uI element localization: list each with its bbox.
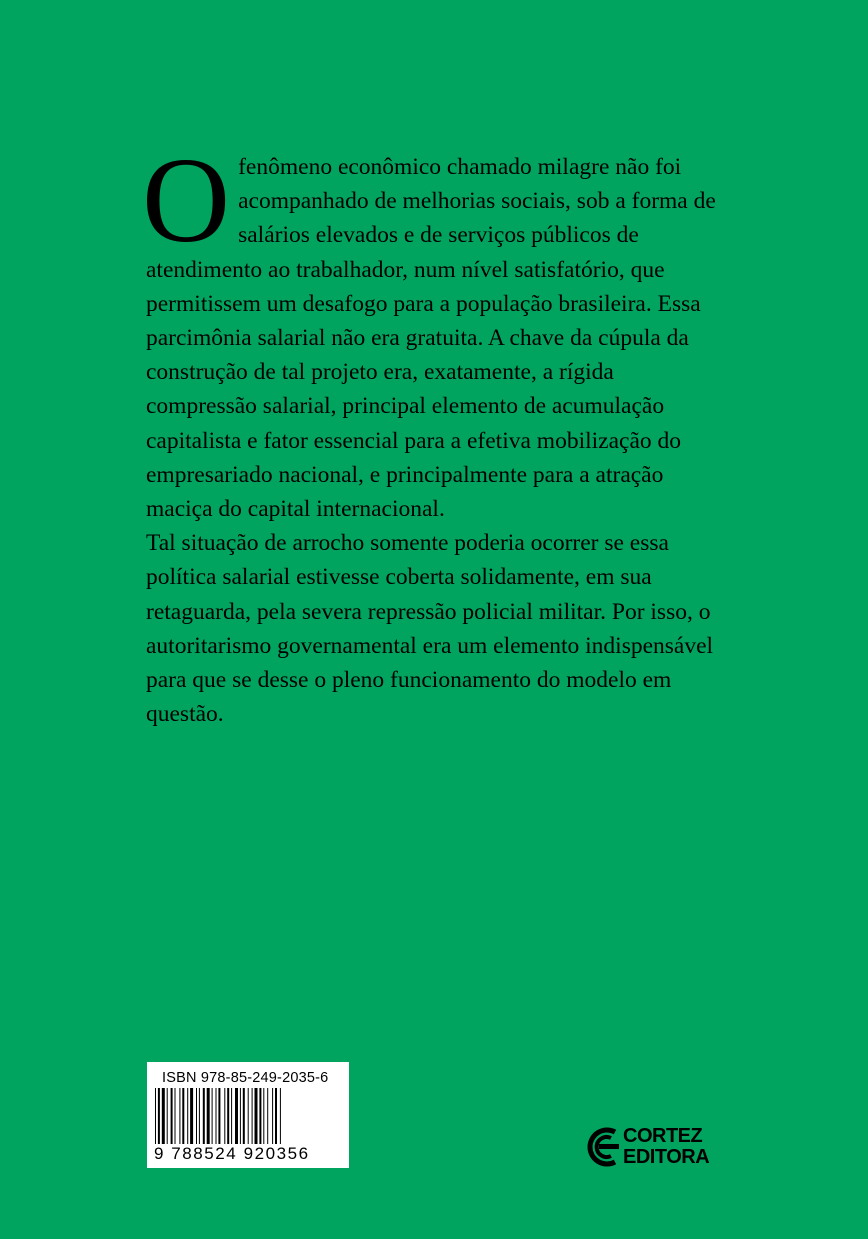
drop-cap: O	[142, 133, 231, 268]
blurb-paragraph-2: Tal situação de arrocho somente poderia ocorrer se essa política salarial estivesse coberta solidamente, em sua retaguarda, pela severa repressão policial militar. Por isso, o autoritarismo governamental era um elemento indispensável para que se desse o pleno funcionamento do modelo em questão.	[146, 530, 714, 728]
back-cover-blurb	[142, 133, 726, 731]
publisher-logo	[585, 1122, 725, 1172]
blurb-paragraph-1: fenômeno econômico chamado milagre não foi acompanhado de melhorias sociais, sob a forma de salários elevados e de serviços públicos de atendimento ao trabalhador, num nível satisfatório, que permitissem um desafogo para a população brasileira. Essa parcimônia salarial não era gratuita. A chave da cúpula da construção de tal projeto era, exatamente, a rígida compressão salarial, principal elemento de acumulação capitalista e fator essencial para a efetiva mobilização do empresariado nacional, e principalmente para a atração maciça do capital internacional.	[146, 154, 716, 523]
barcode-icon	[155, 1088, 341, 1144]
isbn-barcode	[147, 1062, 349, 1168]
publisher-name-line-1: CORTEZ	[623, 1125, 703, 1147]
isbn-label: ISBN 978-85-249-2035-6	[162, 1070, 329, 1086]
barcode-digits: 9 788524 920356	[154, 1144, 310, 1163]
cortez-logo-icon	[585, 1124, 623, 1170]
publisher-name-line-2: EDITORA	[623, 1146, 710, 1168]
